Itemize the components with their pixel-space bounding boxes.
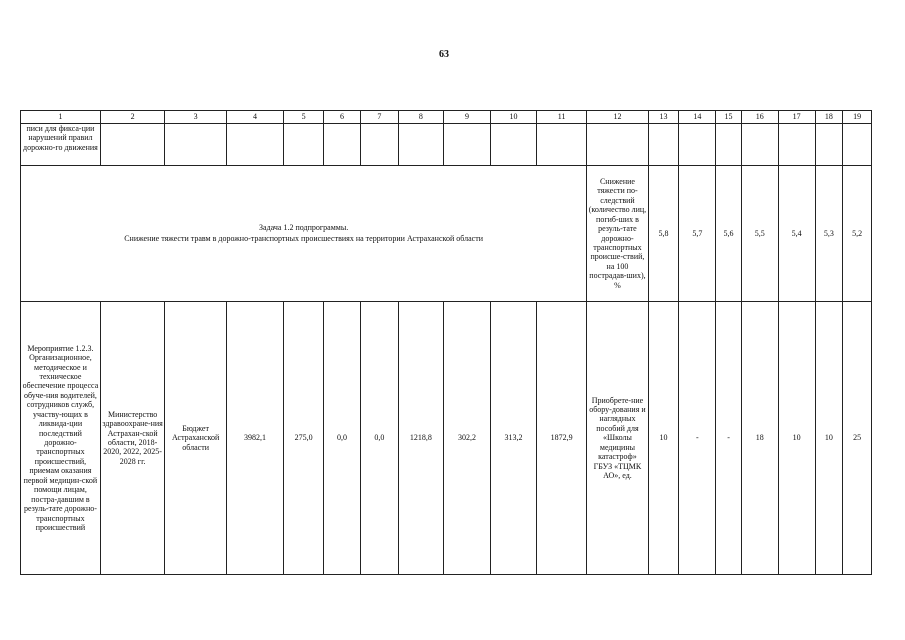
column-header: 1 <box>21 111 101 124</box>
column-header: 17 <box>778 111 815 124</box>
column-header: 12 <box>587 111 648 124</box>
column-header: 9 <box>443 111 490 124</box>
value-cell: - <box>716 302 742 575</box>
value-cell: 10 <box>778 302 815 575</box>
value-cell: 5,4 <box>778 166 815 302</box>
empty-cell <box>587 124 648 166</box>
empty-cell <box>741 124 778 166</box>
column-header: 10 <box>490 111 536 124</box>
value-cell: 5,6 <box>716 166 742 302</box>
value-cell: 5,7 <box>679 166 716 302</box>
column-number-row <box>21 111 872 124</box>
empty-cell <box>284 124 324 166</box>
empty-cell <box>778 124 815 166</box>
column-header: 4 <box>226 111 283 124</box>
measure-row <box>21 302 872 575</box>
value-cell: 3982,1 <box>226 302 283 575</box>
column-header: 5 <box>284 111 324 124</box>
column-header: 11 <box>537 111 587 124</box>
measure-name-cell: Мероприятие 1.2.3. Организационное, методическое и техническое обеспечение процесса обуче-ния водителей, сотрудников служб, участву-ющих в ликвида-ции последствий дорожно-транспортных происшествий, приемам оказания первой медицин-ской помощи лицам, постра-давшим в резуль-тате дорожно-транспортных происшествий <box>21 302 101 575</box>
empty-cell <box>360 124 398 166</box>
column-header: 8 <box>398 111 443 124</box>
column-header: 18 <box>815 111 843 124</box>
column-header: 15 <box>716 111 742 124</box>
empty-cell <box>226 124 283 166</box>
value-cell: 0,0 <box>360 302 398 575</box>
task-title-line2: Снижение тяжести травм в дорожно-транспортных происшествиях на территории Астраханской области <box>124 233 484 243</box>
continued-text-cell: писи для фикса-ции нарушений правил дорожно-го движения <box>21 124 101 166</box>
value-cell: 313,2 <box>490 302 536 575</box>
value-cell: 10 <box>815 302 843 575</box>
value-cell: 5,2 <box>843 166 872 302</box>
column-header: 14 <box>679 111 716 124</box>
empty-cell <box>490 124 536 166</box>
value-cell: 18 <box>741 302 778 575</box>
value-cell: 302,2 <box>443 302 490 575</box>
page-number: 63 <box>439 49 449 60</box>
empty-cell <box>443 124 490 166</box>
column-header: 2 <box>100 111 165 124</box>
value-cell: - <box>679 302 716 575</box>
value-cell: 1218,8 <box>398 302 443 575</box>
empty-cell <box>679 124 716 166</box>
indicator-cell: Приобрете-ние обору-дования и наглядных пособий для «Школы медицины катастроф» ГБУЗ «ТЦМК АО», ед. <box>587 302 648 575</box>
column-header: 3 <box>165 111 226 124</box>
empty-cell <box>716 124 742 166</box>
column-header: 6 <box>324 111 361 124</box>
empty-cell <box>324 124 361 166</box>
continuation-row <box>21 124 872 166</box>
empty-cell <box>815 124 843 166</box>
value-cell: 0,0 <box>324 302 361 575</box>
indicator-cell: Снижение тяжести по-следствий (количество лиц, погиб-ших в резуль-тате дорожно-транспортных происше-ствий, на 100 пострадав-ших), % <box>587 166 648 302</box>
column-header: 13 <box>648 111 679 124</box>
value-cell: 5,3 <box>815 166 843 302</box>
empty-cell <box>537 124 587 166</box>
task-title-line1: Задача 1.2 подпрограммы. <box>259 223 349 233</box>
task-title-cell <box>21 166 587 302</box>
empty-cell <box>165 124 226 166</box>
funding-source-cell: Бюджет Астраханской области <box>165 302 226 575</box>
empty-cell <box>648 124 679 166</box>
column-header: 16 <box>741 111 778 124</box>
empty-cell <box>398 124 443 166</box>
value-cell: 25 <box>843 302 872 575</box>
empty-cell <box>100 124 165 166</box>
executor-cell: Министерство здравоохране-ния Астрахан-ской области, 2018-2020, 2022, 2025-2028 гг. <box>100 302 165 575</box>
column-header: 19 <box>843 111 872 124</box>
value-cell: 10 <box>648 302 679 575</box>
task-row <box>21 166 872 302</box>
value-cell: 5,8 <box>648 166 679 302</box>
program-table <box>20 110 872 575</box>
value-cell: 5,5 <box>741 166 778 302</box>
empty-cell <box>843 124 872 166</box>
column-header: 7 <box>360 111 398 124</box>
value-cell: 275,0 <box>284 302 324 575</box>
value-cell: 1872,9 <box>537 302 587 575</box>
